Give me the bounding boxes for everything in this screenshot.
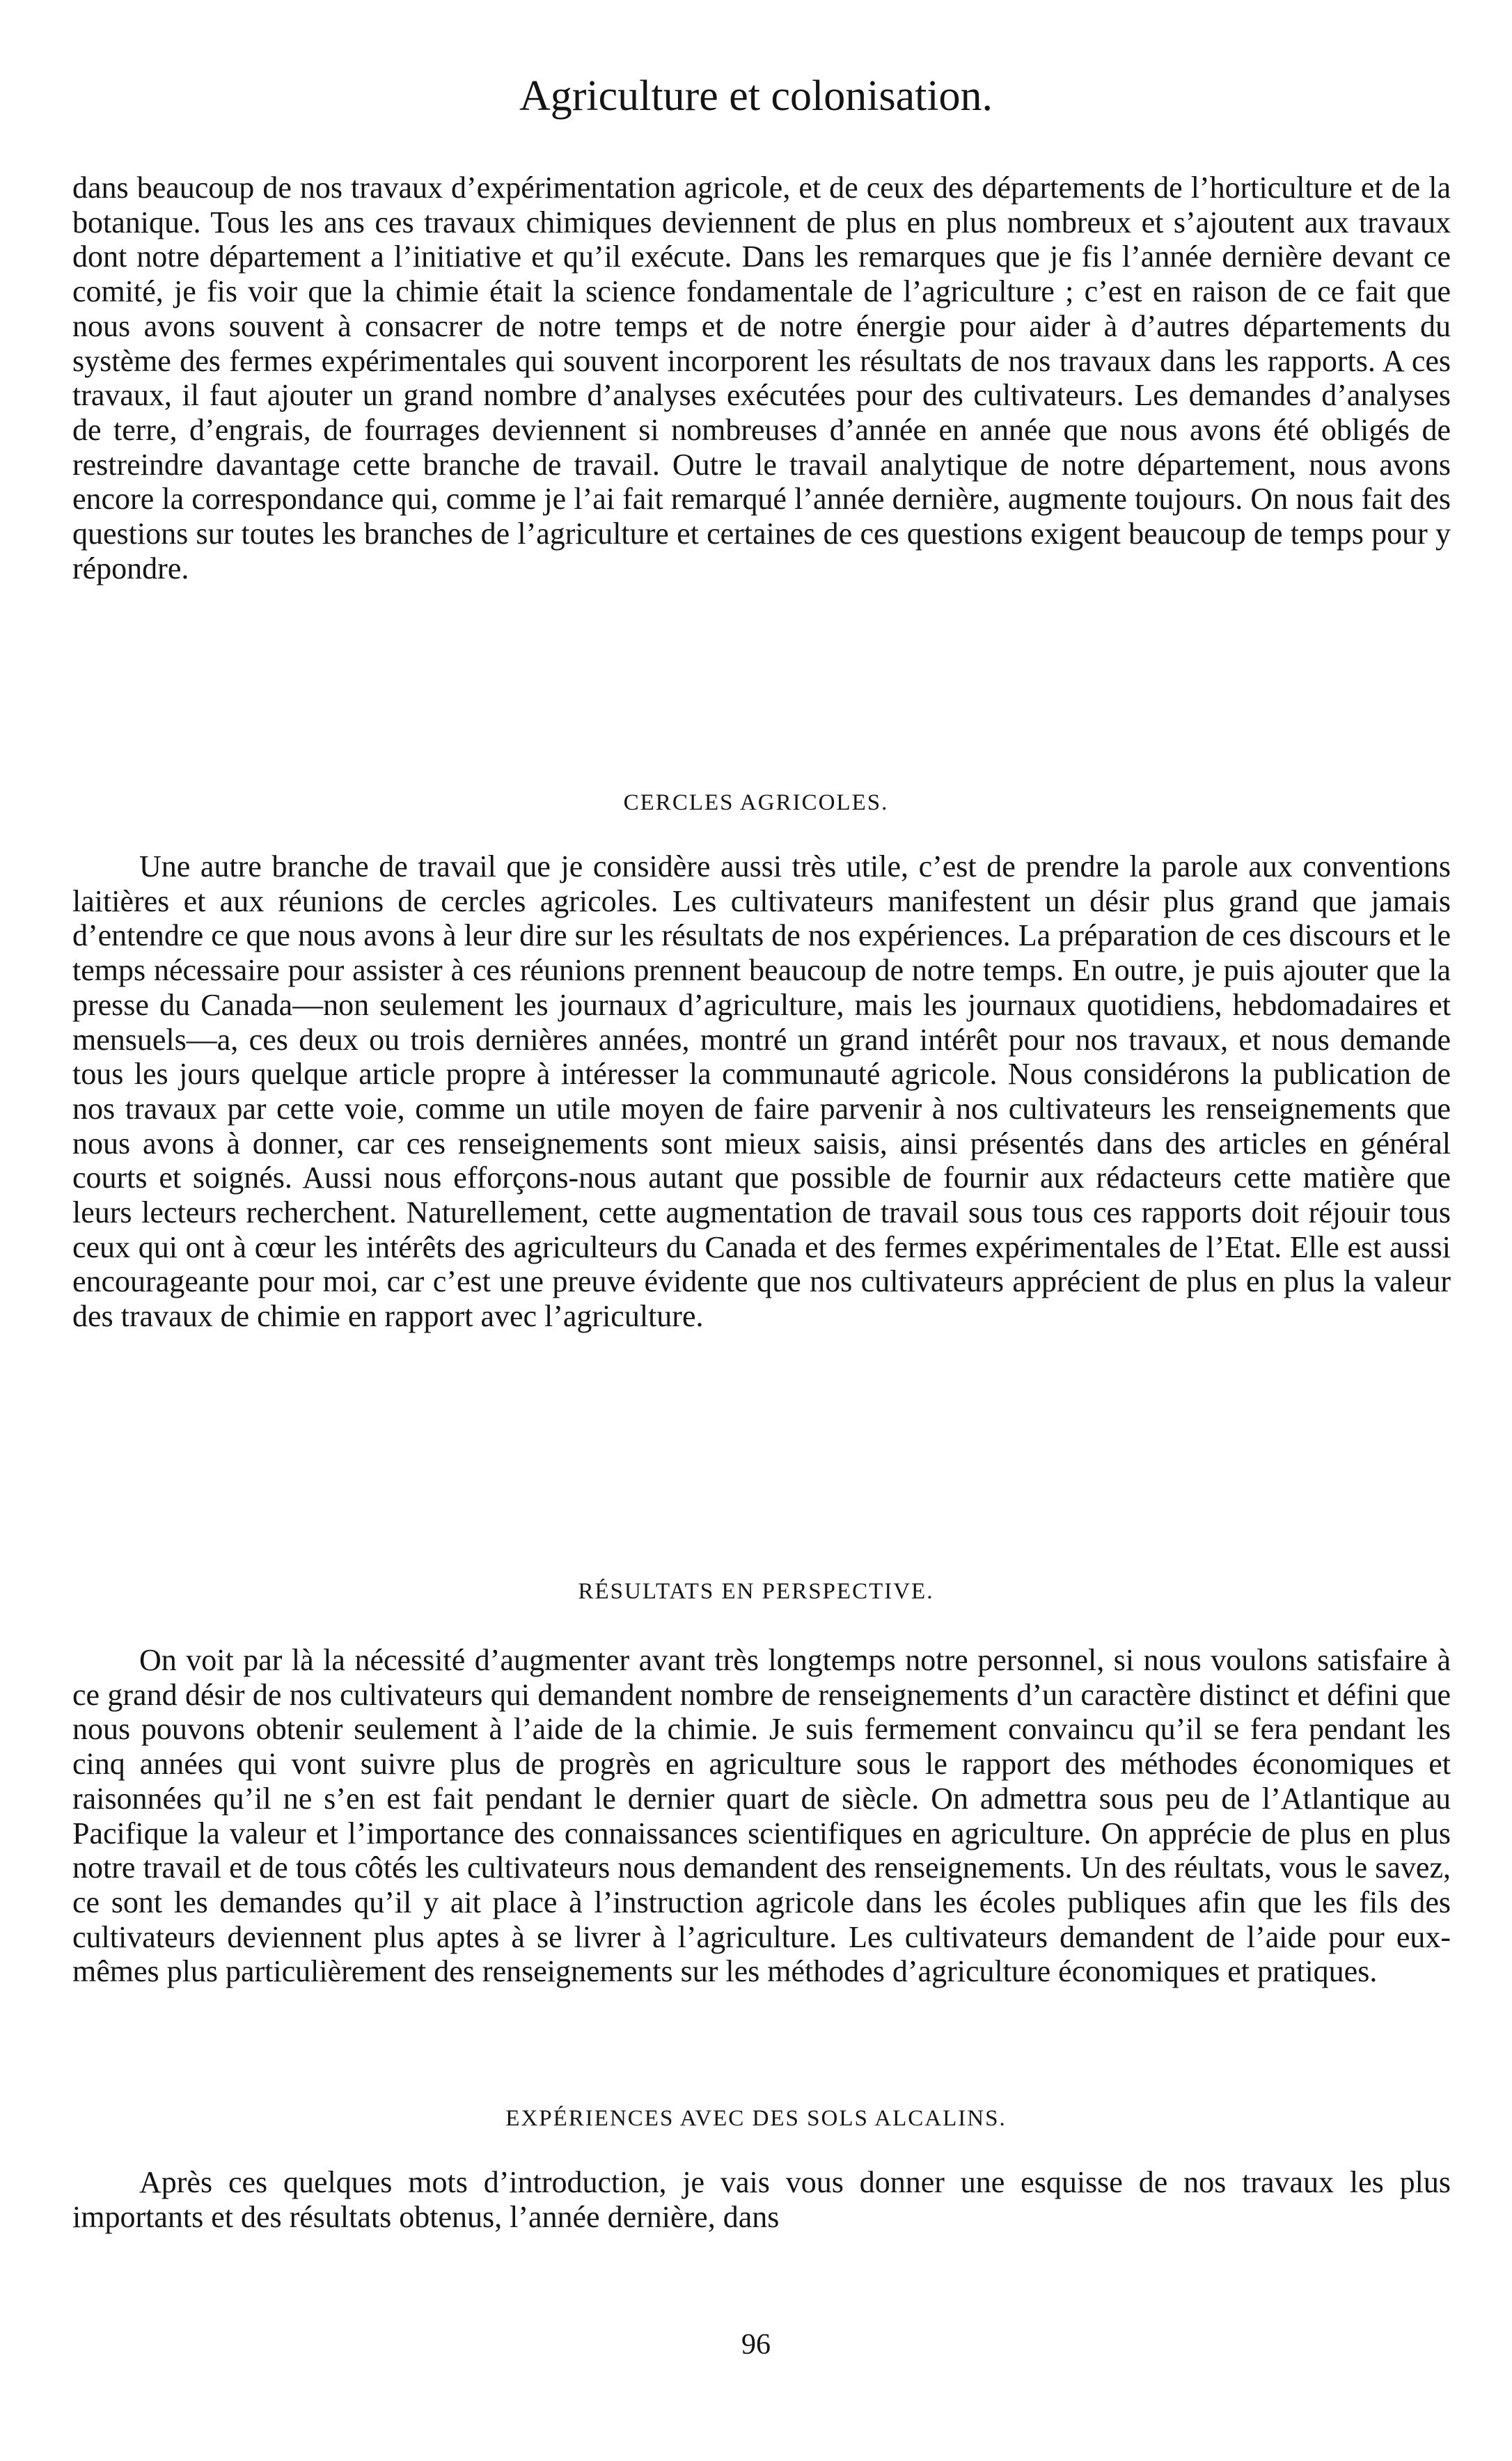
paragraph-resultats-en-perspective: On voit par là la nécessité d’augmenter avant très longtemps notre personnel, si nous voulons satisfaire à ce grand désir de nos cultivateurs qui demandent nombre de renseignements d’un caractère distinct et défini que nous pouvons obtenir seulement à l’aide de la chimie. Je suis fermement convaincu qu’il se fera pendant les cinq années qui vont suivre plus de progrès en agriculture sous le rapport des méthodes économiques et raisonnées qu’il ne s’en est fait pendant le dernier quart de siècle. On admettra sous peu de l’Atlantique au Pacifique la valeur et l’importance des connaissances scientifiques en agriculture. On apprécie de plus en plus notre travail et de tous côtés les cultivateurs nous demandent des renseignements. Un des réultats, vous le savez, ce sont les demandes qu’il y ait place à l’instruction agricole dans les écoles publiques afin que les fils des cultivateurs deviennent plus aptes à se livrer à l’agriculture. Les cultivateurs demandent de l’aide pour eux-mêmes plus particulièrement des renseignements sur les méthodes d’agriculture économiques et pratiques.: [72, 1643, 1451, 1989]
section-heading-cercles-agricoles: CERCLES AGRICOLES.: [623, 790, 889, 815]
paragraph-cercles-agricoles: Une autre branche de travail que je considère aussi très utile, c’est de prendre la parole aux conventions laitières et aux réunions de cercles agricoles. Les cultivateurs manifestent un désir plus grand que jamais d’entendre ce que nous avons à leur dire sur les résultats de nos expériences. La préparation de ces discours et le temps nécessaire pour assister à ces réunions prennent beaucoup de notre temps. En outre, je puis ajouter que la presse du Canada—non seulement les journaux d’agriculture, mais les journaux quotidiens, hebdomadaires et mensuels—a, ces deux ou trois dernières années, montré un grand intérêt pour nos travaux, et nous demande tous les jours quelque article propre à intéresser la communauté agricole. Nous considérons la publication de nos travaux par cette voie, comme un utile moyen de faire parvenir à nos cultivateurs les renseignements que nous avons à donner, car ces renseignements sont mieux saisis, ainsi présentés dans des articles en général courts et soignés. Aussi nous efforçons-nous autant que possible de fournir aux rédacteurs cette matière que leurs lecteurs recherchent. Naturellement, cette augmentation de travail sous tous ces rapports doit réjouir tous ceux qui ont à cœur les intérêts des agriculteurs du Canada et des fermes expérimentales de l’Etat. Elle est aussi encourageante pour moi, car c’est une preuve évidente que nos cultivateurs apprécient de plus en plus la valeur des travaux de chimie en rapport avec l’agriculture.: [72, 849, 1451, 1334]
section-heading-resultats-en-perspective: RÉSULTATS EN PERSPECTIVE.: [578, 1579, 934, 1604]
page-number: 96: [741, 2329, 771, 2361]
paragraph-analyses: dans beaucoup de nos travaux d’expérimentation agricole, et de ceux des départements de l’horticulture et de la botanique. Tous les ans ces travaux chimiques deviennent de plus en plus nombreux et s’ajoutent aux travaux dont notre département a l’initiative et qu’il exécute. Dans les remarques que je fis l’année dernière devant ce comité, je fis voir que la chimie était la science fondamentale de l’agriculture ; c’est en raison de ce fait que nous avons souvent à consacrer de notre temps et de notre énergie pour aider à d’autres départements du système des fermes expérimentales qui souvent incorporent les résultats de nos travaux dans les rapports. A ces travaux, il faut ajouter un grand nombre d’analyses exécutées pour des cultivateurs. Les demandes d’analyses de terre, d’engrais, de fourrages deviennent si nombreuses d’année en année que nous avons été obligés de restreindre davantage cette branche de travail. Outre le travail analytique de notre département, nous avons encore la correspondance qui, comme je l’ai fait remarqué l’année dernière, augmente toujours. On nous fait des questions sur toutes les branches de l’agriculture et certaines de ces questions exigent beaucoup de temps pour y répondre.: [72, 171, 1451, 585]
paragraph-sols-alcalins: Après ces quelques mots d’introduction, je vais vous donner une esquisse de nos travaux les plus importants et des résultats obtenus, l’année dernière, dans: [72, 2165, 1451, 2234]
section-heading-sols-alcalins: EXPÉRIENCES AVEC DES SOLS ALCALINS.: [505, 2106, 1007, 2131]
running-title: Agriculture et colonisation.: [519, 72, 993, 120]
